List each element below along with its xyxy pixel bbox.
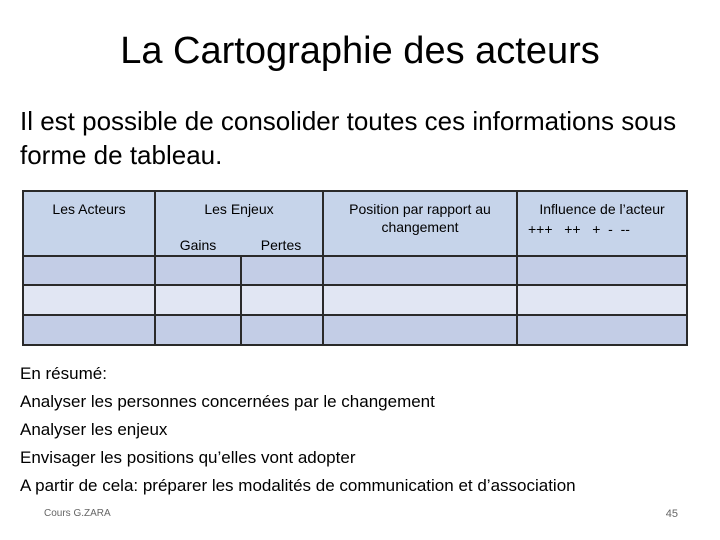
actors-table — [22, 190, 688, 346]
header-enjeux-cell — [156, 192, 322, 255]
header-pertes: Pertes — [260, 237, 302, 253]
table-cell — [24, 316, 154, 344]
table-cell — [156, 286, 240, 314]
summary-line: A partir de cela: préparer les modalités de communication et d’association — [20, 476, 576, 495]
header-influence-cell — [518, 192, 686, 255]
intro-text: Il est possible de consolider toutes ces informations sous forme de tableau. — [20, 106, 677, 170]
table-cell — [324, 257, 516, 284]
summary-heading: En résumé: — [20, 364, 107, 383]
table-cell — [242, 316, 322, 344]
header-acteurs: Les Acteurs — [24, 192, 154, 255]
footer-author: Cours G.ZARA — [44, 508, 111, 519]
header-position: Position par rapport au changement — [324, 192, 516, 255]
table-cell — [24, 286, 154, 314]
summary-line: Analyser les enjeux — [20, 420, 168, 439]
header-influence: Influence de l’acteur — [539, 201, 665, 217]
header-gains: Gains — [179, 237, 217, 253]
table-cell — [518, 257, 686, 284]
table-cell — [324, 286, 516, 314]
summary-block — [20, 360, 710, 500]
header-enjeux: Les Enjeux — [204, 201, 274, 217]
table-cell — [324, 316, 516, 344]
table-cell — [24, 257, 154, 284]
slide-title: La Cartographie des acteurs — [120, 30, 600, 72]
table-cell — [156, 316, 240, 344]
table-cell — [518, 316, 686, 344]
summary-line: Analyser les personnes concernées par le changement — [20, 392, 435, 411]
influence-scale: +++ ++ + - -- — [528, 221, 630, 237]
table-cell — [242, 286, 322, 314]
table-cell — [242, 257, 322, 284]
table-cell — [156, 257, 240, 284]
page-number: 45 — [665, 508, 678, 520]
summary-line: Envisager les positions qu’elles vont adopter — [20, 448, 356, 467]
table-cell — [518, 286, 686, 314]
